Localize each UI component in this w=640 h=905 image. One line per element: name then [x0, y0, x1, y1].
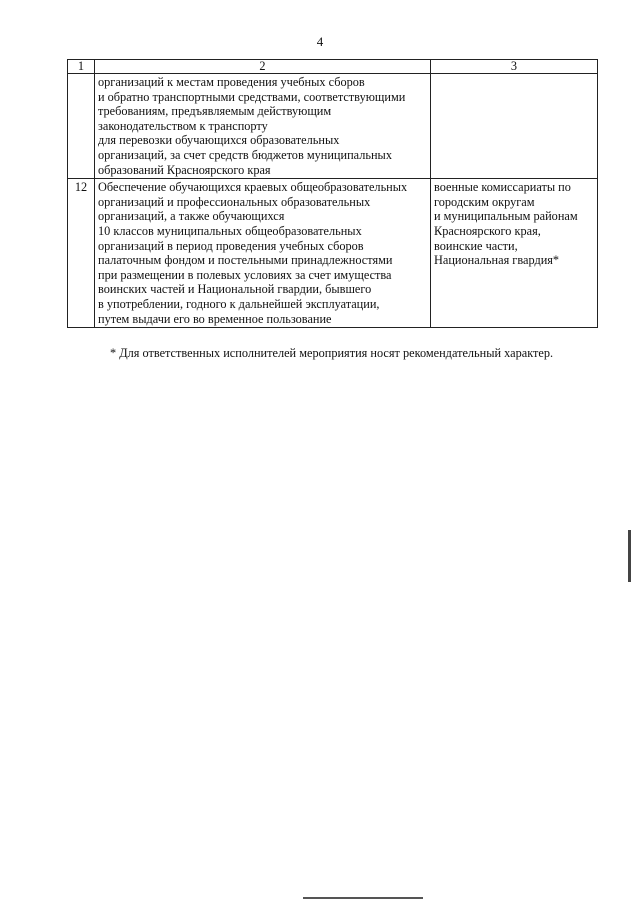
- text-line: 10 классов муниципальных общеобразовательных: [98, 223, 362, 238]
- scan-bottom-mark: [303, 897, 423, 899]
- text-line: городским округам: [434, 194, 535, 209]
- text-line: организаций, за счет средств бюджетов муниципальных: [98, 147, 392, 162]
- table-header-row: [68, 60, 598, 74]
- text-line: путем выдачи его во временное пользование: [98, 311, 332, 326]
- text-line: военные комиссариаты по: [434, 180, 571, 195]
- text-line: организаций в период проведения учебных сборов: [98, 238, 364, 253]
- text-line: при размещении в полевых условиях за счет имущества: [98, 267, 392, 282]
- table-row: [68, 179, 598, 328]
- column-header-executor: 3: [431, 60, 598, 74]
- text-line: в употреблении, годного к дальнейшей эксплуатации,: [98, 296, 380, 311]
- text-line: и обратно транспортными средствами, соответствующими: [98, 89, 406, 104]
- row-number: [68, 74, 95, 179]
- text-line: требованиям, предъявляемым действующим: [98, 104, 332, 119]
- executor-cell: [431, 74, 598, 179]
- measures-table: [67, 59, 598, 328]
- measure-description: [95, 74, 431, 179]
- text-line: Обеспечение обучающихся краевых общеобразовательных: [98, 180, 408, 195]
- row-number: 12: [68, 179, 95, 328]
- executor-cell: [431, 179, 598, 328]
- text-line: воинские части,: [434, 238, 518, 253]
- text-line: законодательством к транспорту: [98, 118, 268, 133]
- page-number: 4: [316, 34, 324, 49]
- text-line: и муниципальным районам: [434, 209, 578, 224]
- column-header-number: 1: [68, 60, 95, 74]
- footnote: * Для ответственных исполнителей мероприятия носят рекомендательный характер.: [110, 346, 554, 360]
- text-line: организаций, а также обучающихся: [98, 209, 285, 224]
- text-line: воинских частей и Национальной гвардии, бывшего: [98, 282, 372, 297]
- text-line: Национальная гвардия*: [434, 253, 560, 268]
- text-line: палаточным фондом и постельными принадлежностями: [98, 253, 393, 268]
- text-line: образований Красноярского края: [98, 162, 271, 177]
- table-row: [68, 74, 598, 179]
- measure-description: [95, 179, 431, 328]
- column-header-measure: 2: [95, 60, 431, 74]
- scan-edge-mark: [628, 530, 631, 582]
- text-line: для перевозки обучающихся образовательных: [98, 133, 340, 148]
- text-line: Красноярского края,: [434, 223, 541, 238]
- text-line: организаций и профессиональных образовательных: [98, 194, 371, 209]
- text-line: организаций к местам проведения учебных сборов: [98, 75, 365, 89]
